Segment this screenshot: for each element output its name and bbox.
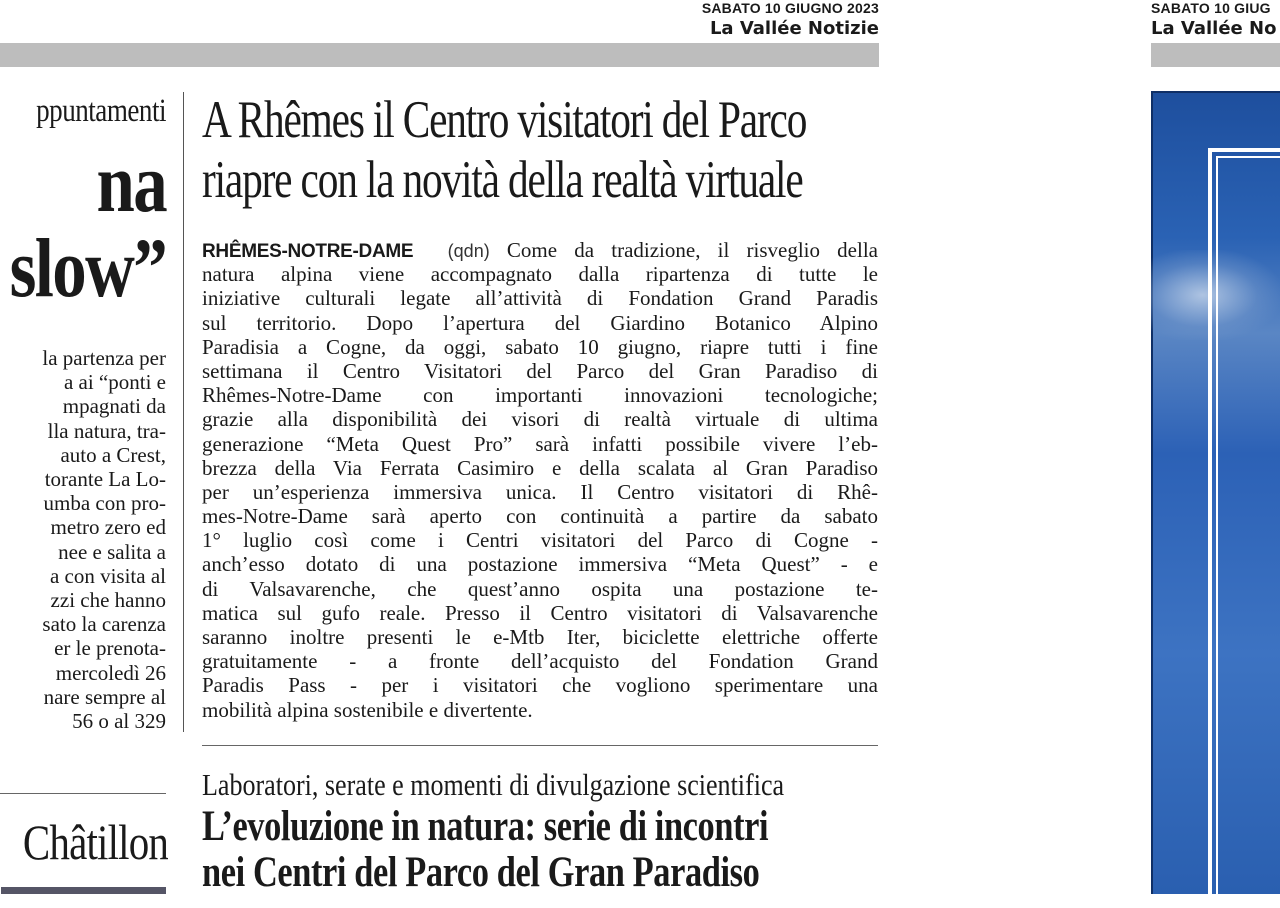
body-line: gratuitamente - a fronte dell’acquisto del Fondation Grand [202, 649, 878, 674]
body-line: saranno inoltre presenti le e-Mtb Iter, biciclette elettriche offerte [202, 625, 878, 649]
main-article-body [202, 238, 878, 722]
body-line: matica sul gufo reale. Presso il Centro visitatori di Valsavarenche [202, 600, 878, 625]
right-header-bar [1151, 43, 1280, 67]
left-body-line: la partenza per [42, 346, 166, 370]
body-line: Paradisia a Cogne, da oggi, sabato 10 giugno, riapre tutti i fine [202, 334, 878, 359]
body-line: mobilità alpina sostenibile e divertente. [202, 697, 533, 722]
body-line: 1° luglio così come i Centri visitatori del Parco di Cogne - [202, 528, 878, 553]
left-body-line: nare sempre al [43, 684, 166, 709]
second-headline-line2: nei Centri del Parco del Gran Paradiso [202, 849, 760, 896]
byline: (qdn) [447, 241, 490, 261]
left-body-line: mercoledì 26 [55, 660, 166, 685]
left-headline-line2: slow” [9, 222, 166, 315]
left-body-line: umba con pro- [43, 491, 166, 516]
left-next-headline: Châtillon [22, 814, 168, 870]
body-line: mes-Notre-Dame sarà aperto con continuità a partire da sabato [202, 504, 878, 529]
left-body-line: a con visita al [49, 563, 166, 588]
body-line: iniziative culturali legate all’attività di Fondation Grand Paradis [202, 286, 878, 311]
body-first-line [202, 238, 878, 262]
left-article [0, 90, 168, 894]
left-body-line: nee e salita a [58, 539, 166, 564]
body-line: anch’esso dotato di una postazione immersiva “Meta Quest” - e [202, 552, 878, 577]
body-line: sul territorio. Dopo l’apertura del Giardino Botanico Alpino [202, 310, 878, 335]
second-headline-line1: L’evoluzione in natura: serie di incontri [202, 803, 769, 850]
issue-date: SABATO 10 GIUGNO 2023 [701, 0, 879, 16]
body-line: per un’esperienza immersiva unica. Il Centro visitatori di Rhê- [202, 479, 878, 504]
left-body-line: metro zero ed [50, 515, 166, 540]
right-photo-frame-inner [1216, 156, 1280, 906]
left-photo-edge [1, 887, 166, 894]
dateline: RHÊMES-NOTRE-DAME [202, 241, 414, 262]
right-issue-date: SABATO 10 GIUG [1151, 0, 1271, 16]
left-body-line: auto a Crest, [60, 442, 166, 467]
left-body-line: 56 o al 329 [72, 709, 166, 734]
second-kicker: Laboratori, serate e momenti di divulgazione scientifica [202, 767, 785, 802]
body-line: di Valsavarenche, che quest’anno ospita una postazione te- [202, 576, 878, 601]
body-line: brezza della Via Ferrata Casimiro e della scalata al Gran Paradiso [202, 455, 878, 480]
column-rule [183, 92, 184, 732]
left-body-line: er le prenota- [54, 636, 166, 661]
header-bar [0, 43, 879, 67]
left-body [0, 346, 166, 733]
body-line: grazie alla disponibilità dei visori di realtà virtuale di ultima [202, 407, 878, 432]
article-divider [202, 745, 878, 746]
body-line: Come da tradizione, il risveglio della [506, 238, 878, 262]
right-newspaper-name: La Vallée No [1151, 18, 1277, 39]
body-line: Rhêmes-Notre-Dame con importanti innovazioni tecnologiche; [202, 383, 878, 408]
left-kicker: ppuntamenti [36, 93, 166, 129]
main-headline-line1: A Rhêmes il Centro visitatori del Parco [202, 91, 807, 149]
main-headline-line2: riapre con la novità della realtà virtuale [202, 151, 803, 209]
left-body-line: torante La Lo- [44, 467, 166, 492]
left-body-line: mpagnati da [62, 394, 166, 419]
left-headline-line1: na [96, 137, 166, 230]
body-line: generazione “Meta Quest Pro” sarà infatti possibile vivere l’eb- [202, 431, 878, 456]
body-line: natura alpina viene accompagnato dalla ripartenza di tutte le [202, 262, 878, 287]
left-divider [0, 793, 166, 794]
newspaper-name: La Vallée Notizie [709, 18, 879, 39]
left-body-line: zzi che hanno [50, 588, 166, 613]
body-line: settimana il Centro Visitatori del Parco del Gran Paradiso di [202, 358, 878, 383]
left-body-line: sato la carenza [42, 612, 166, 637]
main-headline [202, 90, 807, 210]
second-headline [202, 804, 768, 896]
left-body-line: a ai “ponti e [63, 370, 166, 395]
body-line: Paradis Pass - per i visitatori che vogliono sperimentare una [202, 673, 878, 698]
left-body-line: lla natura, tra- [47, 418, 166, 443]
